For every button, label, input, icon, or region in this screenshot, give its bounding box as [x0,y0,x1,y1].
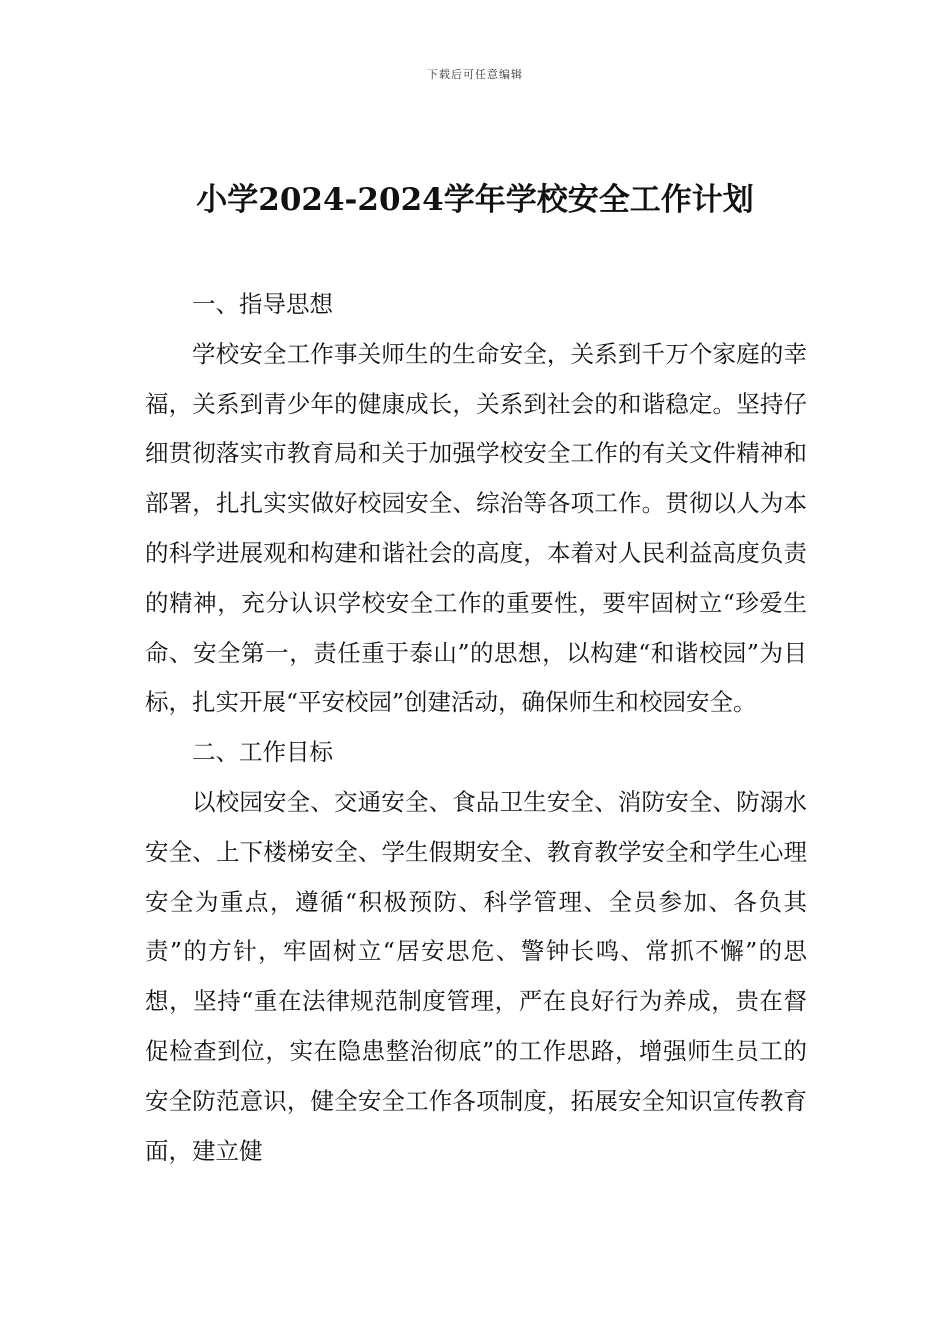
document-title: 小学2024-2024学年学校安全工作计划 [196,182,754,218]
document-body [145,280,807,1176]
section-paragraph-guiding-ideology: 学校安全工作事关师生的生命安全，关系到千万个家庭的幸福，关系到青少年的健康成长，关系到社会的和谐稳定。坚持仔细贯彻落实市教育局和关于加强学校安全工作的有关文件精神和部署，扎扎实实做好校园安全、综治等各项工作。贯彻以人为本的科学进展观和构建和谐社会的高度，本着对人民利益高度负责的精神，充分认识学校安全工作的重要性，要牢固树立“珍爱生命、安全第一，责任重于泰山”的思想，以构建“和谐校园”为目标，扎实开展“平安校园”创建活动，确保师生和校园安全。 [145,339,807,717]
header-note: 下载后可任意编辑 [427,68,523,81]
section-heading-work-goals: 二、工作目标 [192,738,333,767]
section-paragraph-work-goals: 以校园安全、交通安全、食品卫生安全、消防安全、防溺水安全、上下楼梯安全、学生假期安全、教育教学安全和学生心理安全为重点，遵循“积极预防、科学管理、全员参加、各负其责”的方针，牢固树立“居安思危、警钟长鸣、常抓不懈”的思想，坚持“重在法律规范制度管理，严在良好行为养成，贵在督促检查到位，实在隐患整治彻底”的工作思路，增强师生员工的安全防范意识，健全安全工作各项制度，拓展安全知识宣传教育面，建立健 [145,787,807,1165]
section-heading-guiding-ideology: 一、指导思想 [192,290,333,318]
